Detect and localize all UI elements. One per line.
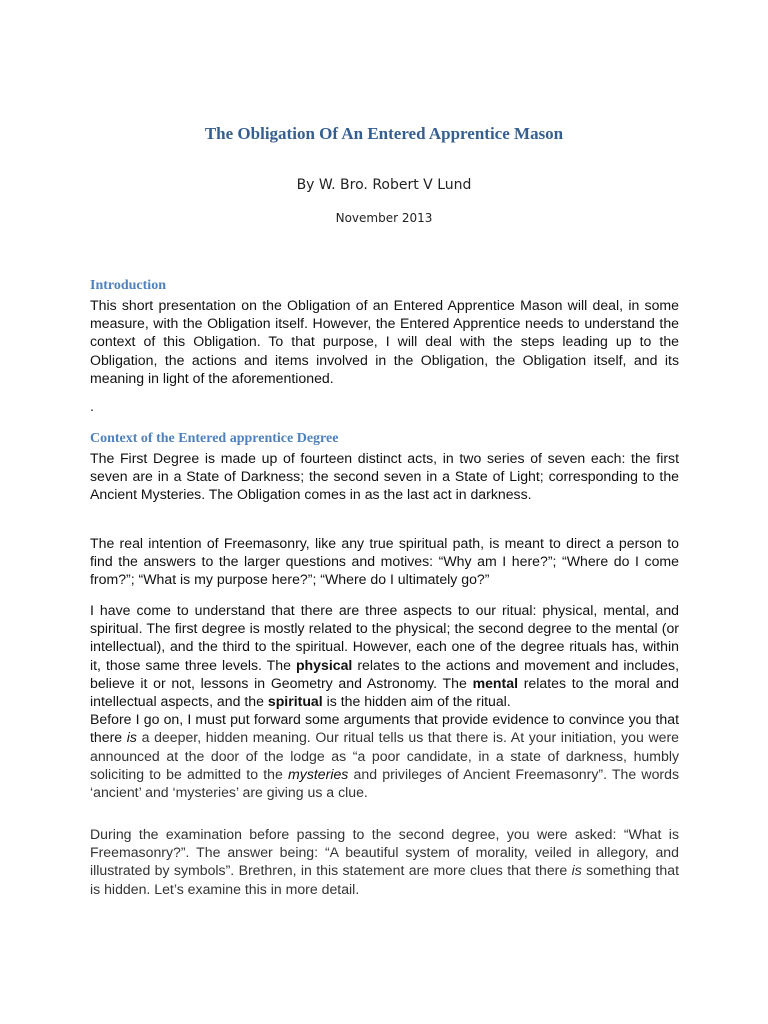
- context-paragraph-5: [90, 825, 679, 898]
- p4-mysteries: mysteries: [288, 765, 349, 782]
- context-paragraph-2: [90, 534, 679, 589]
- p3-mental: mental: [472, 674, 518, 691]
- p4-text-c: and privileges of Ancient Freemasonry”. The words ‘ancient’ and ‘mysteries’ are giving us a clue.: [90, 765, 679, 801]
- p5-text-a: During the examination before passing to the second degree, you were asked: “What is Freemasonry?”. The answer being: “A beautiful system of morality, veiled in allegory, and illustrated by symbols”. Brethren, in this statement are more clues that there: [90, 826, 679, 879]
- p3-text-b: relates to the actions and movement and includes, believe it or not, lessons in Geometry and Astronomy. The: [90, 656, 679, 691]
- p3-text-d: is the hidden aim of the ritual.: [322, 693, 511, 710]
- p4-text-b: a deeper, hidden meaning. Our ritual tells us that there is. At your initiation, you were announced at the door of the lodge as “a poor candidate, in a state of darkness, humbly soliciting to be admitted to the: [90, 729, 679, 782]
- introduction-text: This short presentation on the Obligation of an Entered Apprentice Mason will deal, in some measure, with the Obligation itself. However, the Entered Apprentice needs to understand the context of this Obligation. To that purpose, I will deal with the steps leading up to the Obligation, the actions and items involved in the Obligation, the Obligation itself, and its meaning in light of the aforementioned.: [90, 297, 679, 386]
- context-p3-text: [90, 601, 679, 710]
- p4-text-a: Before I go on, I must put forward some arguments that provide evidence to convince you that there: [90, 711, 679, 746]
- introduction-paragraph: [90, 296, 679, 387]
- context-p5-text: [90, 825, 679, 898]
- context-paragraph-3: [90, 601, 679, 801]
- author-line: By W. Bro. Robert V Lund: [296, 177, 472, 193]
- p4-is: is: [126, 729, 137, 746]
- p3-text-a: I have come to understand that there are three aspects to our ritual: physical, mental, and spiritual. The first degree is mostly related to the physical; the second degree to the mental (or intellectual), and the third to the spiritual. However, each one of the degree rituals has, within it, those same three levels. The: [90, 602, 679, 673]
- context-p4-text: [90, 710, 679, 801]
- p3-spiritual: spiritual: [267, 693, 323, 710]
- context-heading: Context of the Entered apprentice Degree: [90, 431, 339, 446]
- p3-text-c: relates to the moral and intellectual aspects, and the: [90, 674, 679, 710]
- context-p2-text: The real intention of Freemasonry, like any true spiritual path, is meant to direct a person to find the answers to the larger questions and motives: “Why am I here?”; “Where do I come from?”; “What is my purpose here?”; “Where do I ultimately go?”: [90, 535, 679, 588]
- document-title: The Obligation Of An Entered Apprentice Mason: [204, 124, 564, 143]
- p3-physical: physical: [295, 656, 353, 673]
- separator-dot: .: [90, 398, 94, 414]
- p5-text-b: something that is hidden. Let’s examine this in more detail.: [90, 862, 679, 897]
- context-p1-text: The First Degree is made up of fourteen distinct acts, in two series of seven each: the first seven are in a State of Darkness; the second seven in a State of Light; corresponding to the Ancient Mysteries. The Obligation comes in as the last act in darkness.: [90, 450, 679, 503]
- p5-is: is: [571, 862, 582, 879]
- publication-date: November 2013: [335, 211, 433, 225]
- introduction-heading: Introduction: [90, 278, 166, 293]
- context-paragraph-1: [90, 449, 679, 504]
